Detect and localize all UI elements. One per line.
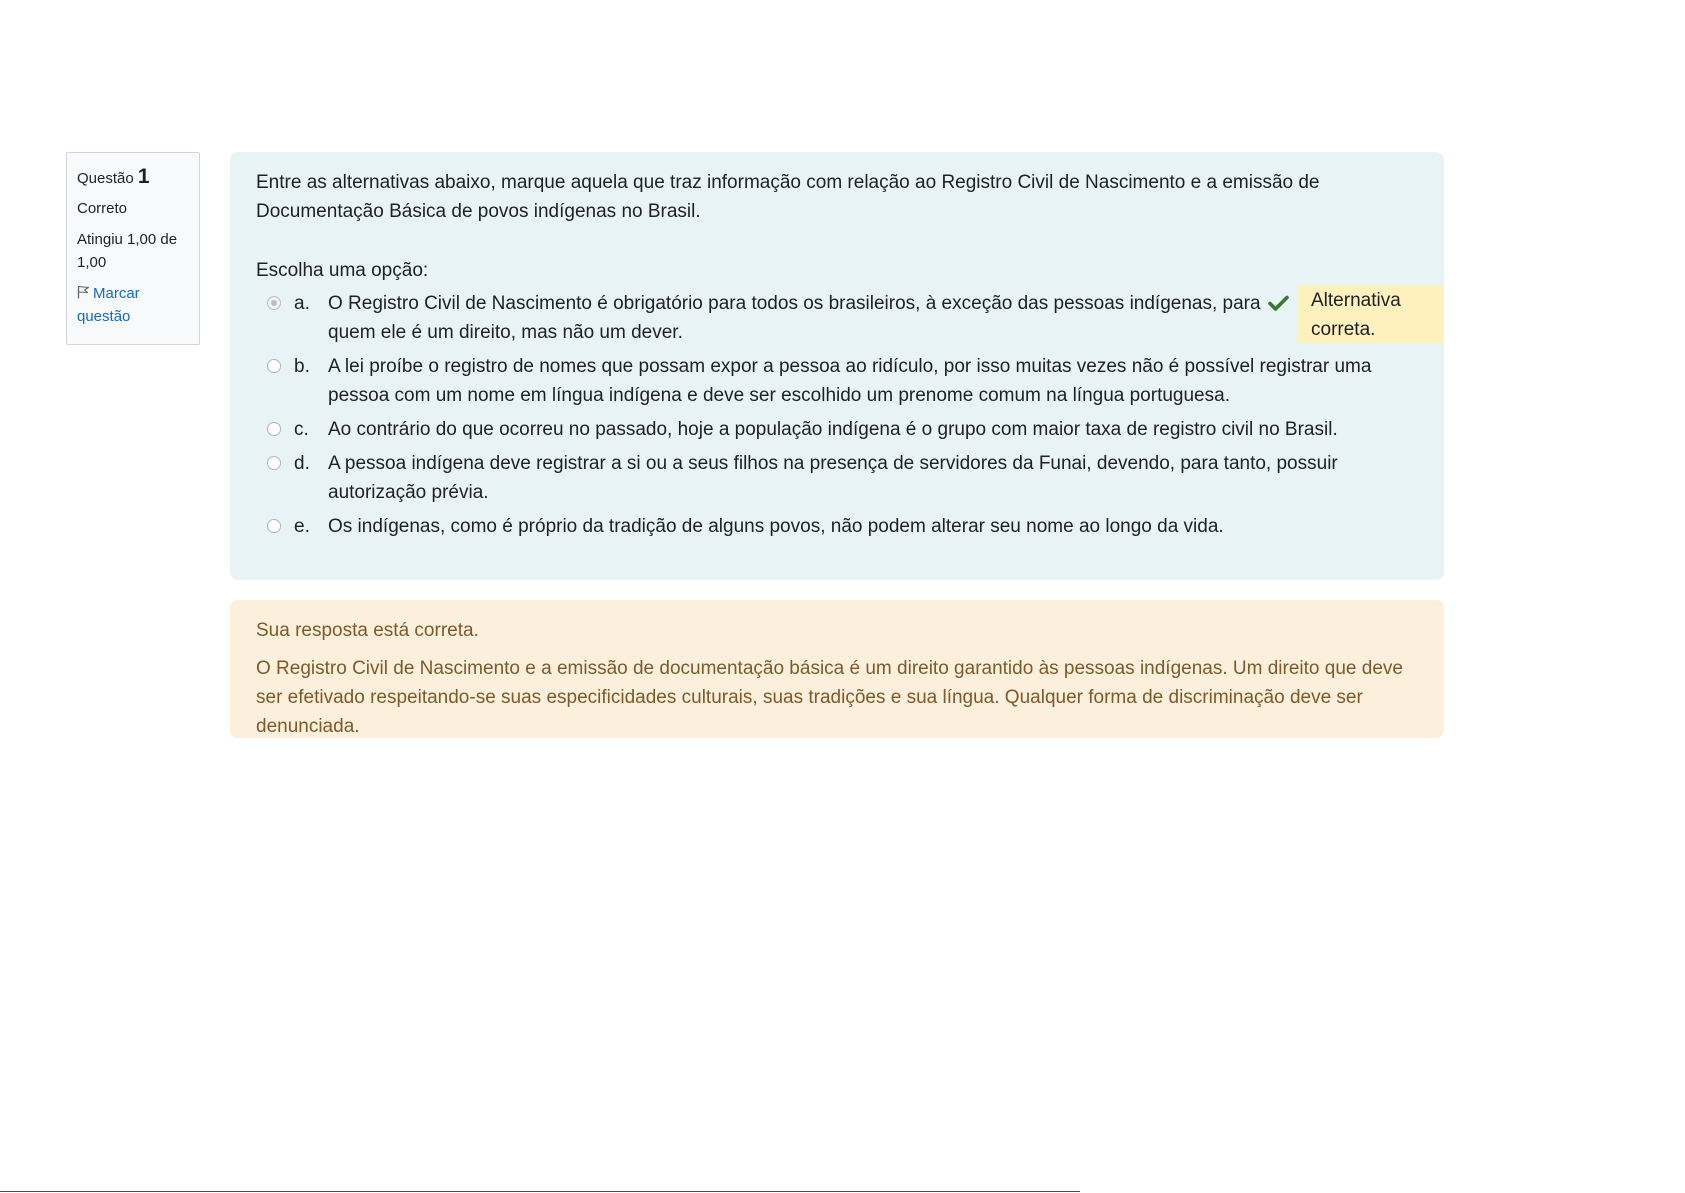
option-text-e: Os indígenas, como é próprio da tradição de alguns povos, não podem alterar seu nome ao longo da vida. — [328, 516, 1224, 537]
general-feedback: O Registro Civil de Nascimento e a emissão de documentação básica é um direito garantido às pessoas indígenas. Um direito que deve ser efetivado respeitando-se suas especificidades culturais, suas tradições e sua língua. Qualquer forma de discriminação deve ser denunciada. — [256, 658, 1403, 737]
check-icon — [1268, 294, 1289, 312]
answer-option-c[interactable] — [256, 415, 1418, 444]
answer-options — [256, 289, 1418, 541]
question-number — [77, 165, 190, 190]
outcome-title: Sua resposta está correta. — [256, 620, 479, 641]
radio-option-a[interactable] — [267, 296, 281, 310]
option-text-b: A lei proíbe o registro de nomes que possam expor a pessoa ao ridículo, por isso muitas vezes não é possível registrar uma pessoa com um nome em língua indígena e deve ser escolhido um prenome comum na língua portuguesa. — [328, 356, 1372, 406]
radio-option-b[interactable] — [267, 359, 281, 373]
option-letter-c: c. — [294, 419, 309, 440]
radio-option-d[interactable] — [267, 456, 281, 470]
option-text-d: A pessoa indígena deve registrar a si ou a seus filhos na presença de servidores da Funai, devendo, para tanto, possuir autorização prévia. — [328, 453, 1338, 503]
option-letter-e: e. — [294, 516, 310, 537]
answer-option-a[interactable] — [256, 289, 1418, 347]
question-number-value: 1 — [137, 165, 150, 188]
answer-option-e[interactable] — [256, 512, 1418, 541]
option-text-a: O Registro Civil de Nascimento é obrigatório para todos os brasileiros, à exceção das pessoas indígenas, para quem ele é um direito, mas não um dever. — [328, 293, 1261, 343]
option-letter-b: b. — [294, 356, 310, 377]
question-state: Correto — [77, 200, 128, 217]
option-letter-a: a. — [294, 293, 310, 314]
question-label: Questão — [77, 170, 134, 187]
option-letter-d: d. — [294, 453, 310, 474]
flag-question-link[interactable] — [77, 285, 140, 325]
question-outcome — [230, 600, 1444, 738]
answer-prompt: Escolha uma opção: — [256, 260, 429, 281]
divider — [0, 1191, 1080, 1192]
answer-option-d[interactable] — [256, 449, 1418, 507]
flag-icon — [77, 285, 90, 299]
question-formulation — [230, 152, 1444, 580]
question-grade: Atingiu 1,00 de 1,00 — [77, 231, 178, 271]
question-text: Entre as alternativas abaixo, marque aquela que traz informação com relação ao Registro Civil de Nascimento e a emissão de Documentação Básica de povos indígenas no Brasil. — [256, 172, 1320, 222]
question-info — [66, 152, 200, 345]
option-feedback: Alternativa correta. — [1298, 285, 1444, 343]
flag-question-label: Marcar questão — [77, 285, 140, 325]
radio-option-c[interactable] — [267, 422, 281, 436]
radio-option-e[interactable] — [267, 519, 281, 533]
option-text-c: Ao contrário do que ocorreu no passado, hoje a população indígena é o grupo com maior taxa de registro civil no Brasil. — [328, 419, 1338, 440]
answer-option-b[interactable] — [256, 352, 1418, 410]
